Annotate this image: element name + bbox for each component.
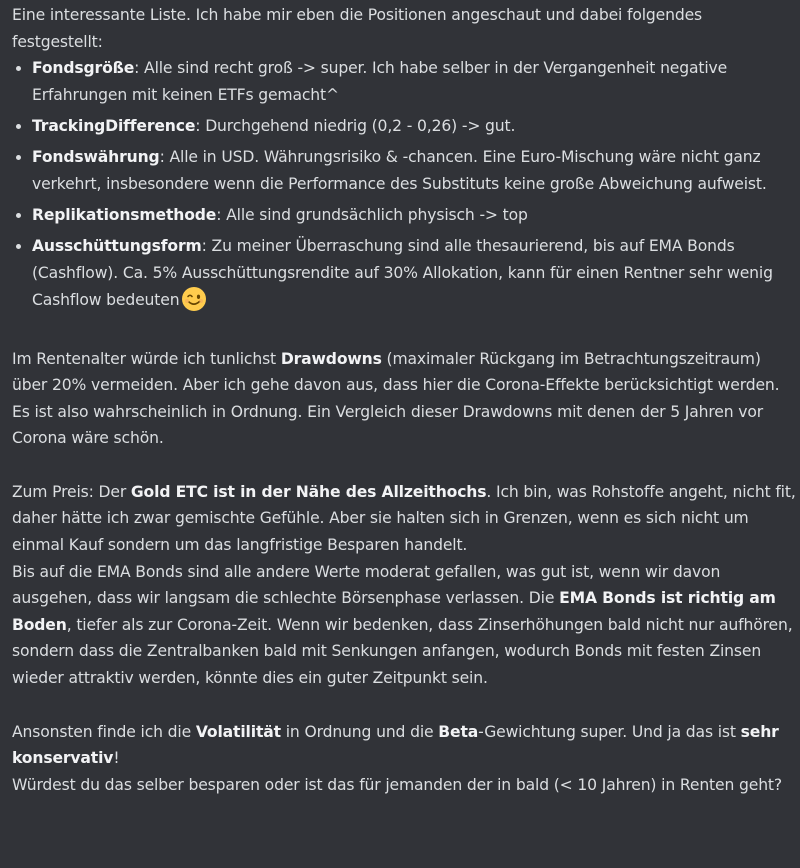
bold-text: EMA Bonds ist richtig am Boden [12, 589, 776, 634]
list-item [32, 233, 797, 314]
bold-text: Drawdowns [280, 349, 382, 368]
paragraph-bonds [12, 559, 797, 692]
bold-text: Volatilität [195, 722, 281, 741]
list-item-title: Fondswährung [32, 148, 160, 167]
text: ! [113, 749, 120, 768]
list-item [32, 113, 797, 140]
message-intro: Eine interessante Liste. Ich habe mir eben die Positionen angeschaut und dabei folgendes festgestellt: [12, 6, 703, 51]
list-item-text: : Durchgehend niedrig (0,2 - 0,26) -> gut. [195, 116, 516, 135]
list-item [32, 202, 797, 229]
text: (maximaler Rückgang im Betrachtungszeitraum) über 20% vermeiden. Aber ich gehe davon aus, dass hier die Corona-Effekte berücksichtigt werden. Es ist also wahrscheinlich in Ordnung. Ein Vergleich dieser Drawdowns mit denen der 5 Jahren vor Corona wäre schön. [12, 349, 780, 448]
list-item-title: TrackingDifference [32, 116, 196, 135]
list-item-title: Ausschüttungsform [32, 237, 202, 256]
list-item-title: Fondsgröße [32, 59, 135, 78]
list-item-text: : Alle sind grundsächlich physisch -> top [216, 205, 528, 224]
text: -Gewichtung super. Und ja das ist [478, 722, 741, 741]
list-item-text: : Alle in USD. Währungsrisiko & -chancen. Eine Euro-Mischung wäre nicht ganz verkehrt, insbesondere wenn die Performance des Substituts keine große Abweichung aufweist. [32, 148, 767, 193]
bold-text: sehr konservativ [12, 722, 779, 768]
list-item [32, 55, 797, 108]
text: Ansonsten finde ich die [12, 722, 196, 741]
list-item-title: Replikationsmethode [32, 205, 217, 224]
bold-text: Beta [438, 722, 479, 741]
chat-message [12, 2, 797, 798]
text: Im Rentenalter würde ich tunlichst [12, 349, 281, 368]
bullet-list [12, 55, 797, 314]
text: Zum Preis: Der [12, 482, 131, 501]
text: , tiefer als zur Corona-Zeit. Wenn wir bedenken, dass Zinserhöhungen bald nicht nur aufhören, sondern dass die Zentralbanken bald mit Senkungen anfangen, wodurch Bonds mit festen Zinsen wieder attraktiv werden, könnte dies ein guter Zeitpunkt sein. [12, 615, 793, 688]
spacer [12, 452, 797, 479]
list-item-text: : Zu meiner Überraschung sind alle thesaurierend, bis auf EMA Bonds (Cashflow). Ca. 5% Ausschüttungsrendite auf 30% Allokation, kann für einen Rentner sehr wenig Cashflow bedeuten [32, 237, 773, 310]
paragraph-question: Würdest du das selber besparen oder ist das für jemanden der in bald (< 10 Jahren) in Renten geht? [12, 775, 783, 794]
list-item-text: : Alle sind recht groß -> super. Ich habe selber in der Vergangenheit negative Erfahrungen mit keinen ETFs gemacht^ [32, 59, 728, 104]
text: in Ordnung und die [280, 722, 439, 741]
text: Bis auf die EMA Bonds sind alle andere Werte moderat gefallen, was gut ist, wenn wir davon ausgehen, dass wir langsam die schlechte Börsenphase verlassen. Die [12, 562, 721, 608]
paragraph-volatility [12, 719, 797, 772]
text: . Ich bin, was Rohstoffe angeht, nicht fit, daher hätte ich zwar gemischte Gefühle. Aber sie halten sich in Grenzen, wenn es sich nicht um einmal Kauf sondern um das langfristige Besparen handelt. [12, 482, 796, 555]
spacer [12, 692, 797, 719]
paragraph-drawdowns [12, 346, 797, 452]
list-item [32, 144, 797, 197]
winking-face-emoji-icon[interactable] [181, 286, 207, 312]
bold-text: Gold ETC ist in der Nähe des Allzeithochs [130, 482, 487, 501]
paragraph-price [12, 479, 797, 559]
spacer [12, 319, 797, 346]
